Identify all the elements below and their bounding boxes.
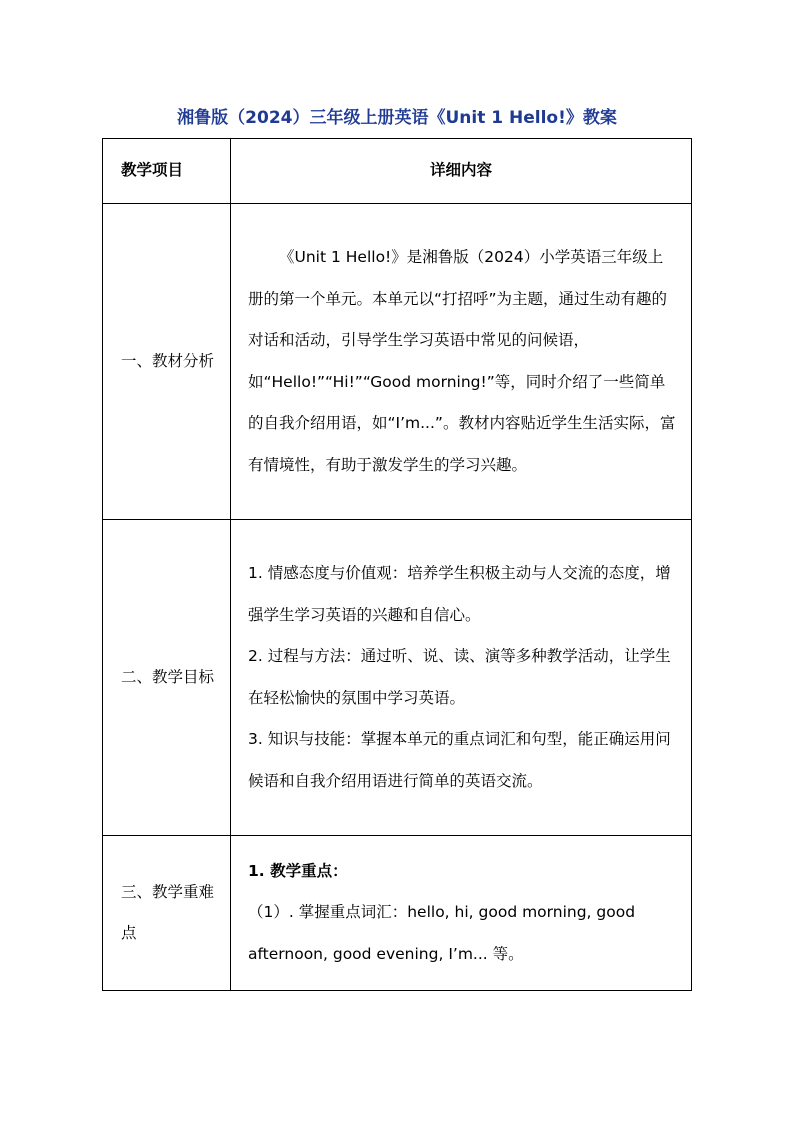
textbook-analysis-paragraph: 《Unit 1 Hello!》是湘鲁版（2024）小学英语三年级上册的第一个单元。本单元以“打招呼”为主题，通过生动有趣的对话和活动，引导学生学习英语中常见的问候语，如“Hello!”“Hi!”“Good morning!”等，同时介绍了一些简单的自我介绍用语，如“I’m...”。教材内容贴近学生生活实际，富有情境性，有助于激发学生的学习兴趣。 [248,248,676,474]
objective-item-2: 2. 过程与方法：通过听、说、读、演等多种教学活动，让学生在轻松愉快的氛围中学习英语。 [248,647,671,707]
table-row [103,520,692,836]
objective-item-3: 3. 知识与技能：掌握本单元的重点词汇和句型，能正确运用问候语和自我介绍用语进行简单的英语交流。 [248,730,671,790]
key-points-item-1: （1）. 掌握重点词汇：hello, hi, good morning, good afternoon, good evening, I’m... 等。 [248,903,636,963]
document-title: 湘鲁版（2024）三年级上册英语《Unit 1 Hello!》教案 [177,108,617,128]
row-label-key-difficult-points: 三、教学重难点 [103,836,231,991]
header-teaching-item: 教学项目 [103,139,231,204]
row-label-teaching-objectives: 二、教学目标 [103,520,231,836]
row-content-textbook-analysis [231,204,692,520]
row-content-teaching-objectives [231,520,692,836]
table-row [103,836,692,991]
table-header-row [103,139,692,204]
table-row [103,204,692,520]
key-points-heading: 1. 教学重点： [248,861,348,880]
objective-item-1: 1. 情感态度与价值观：培养学生积极主动与人交流的态度，增强学生学习英语的兴趣和自信心。 [248,564,671,624]
header-detailed-content: 详细内容 [231,139,692,204]
row-label-textbook-analysis: 一、教材分析 [103,204,231,520]
lesson-plan-table [102,138,692,991]
row-content-key-difficult-points [231,836,692,991]
